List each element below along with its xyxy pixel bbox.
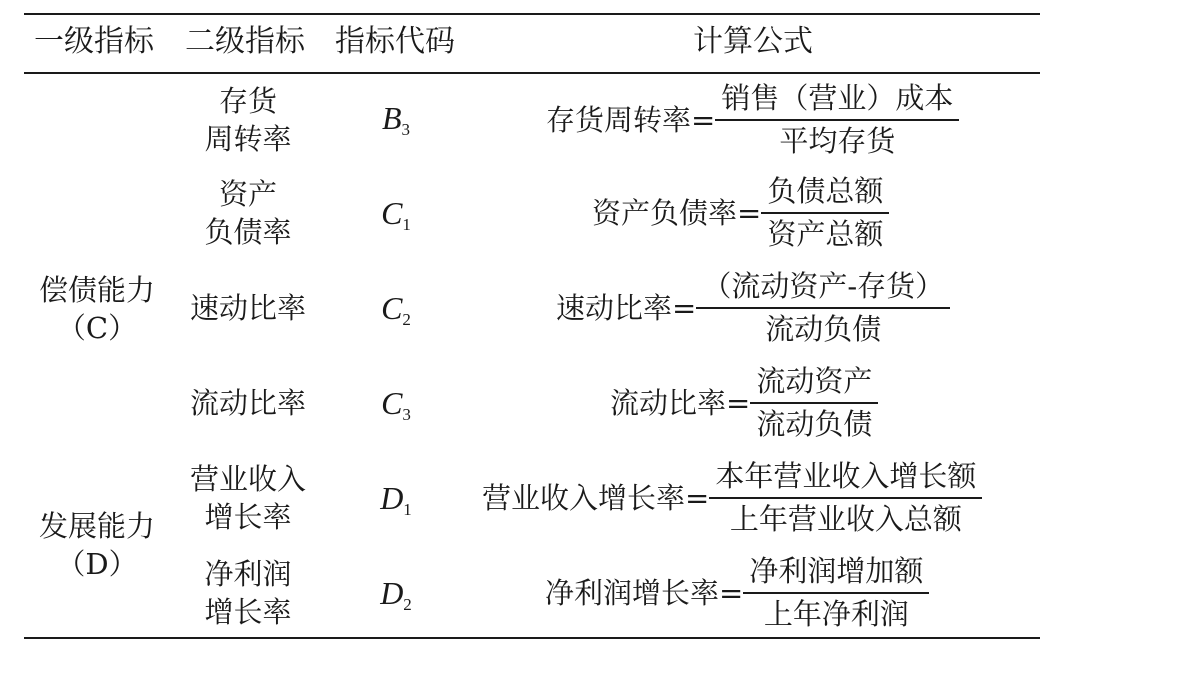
table-top-rule xyxy=(24,13,1040,15)
secondary-line: 增长率 xyxy=(204,500,292,534)
formula-fraction xyxy=(743,553,929,633)
code-d2 xyxy=(380,575,412,615)
formula-name: 净利润增长率= xyxy=(545,575,744,610)
group-name: 发展能力 xyxy=(38,509,155,543)
code-letter: C xyxy=(381,385,403,421)
header-secondary-indicator: 二级指标 xyxy=(185,24,305,59)
formula-revenue-growth xyxy=(482,458,982,538)
group-solvency xyxy=(30,271,164,347)
formula-name: 资产负债率= xyxy=(592,195,762,230)
code-c1 xyxy=(381,195,411,235)
formula-name: 营业收入增长率= xyxy=(482,480,710,515)
code-letter: D xyxy=(380,480,404,516)
secondary-line: 周转率 xyxy=(204,122,292,156)
code-letter: C xyxy=(381,290,403,326)
code-d1 xyxy=(380,480,412,520)
code-subscript: 2 xyxy=(402,310,411,329)
code-subscript: 3 xyxy=(401,120,411,139)
formula-denominator: 流动负债 xyxy=(765,311,882,346)
secondary-line: 负债率 xyxy=(204,215,292,249)
formula-quick-ratio xyxy=(556,268,950,348)
formula-current-ratio xyxy=(610,363,878,443)
formula-net-profit-growth xyxy=(545,553,929,633)
secondary-line: 流动比率 xyxy=(189,386,306,420)
formula-debt-ratio xyxy=(592,173,889,253)
secondary-line: 速动比率 xyxy=(189,291,306,325)
formula-numerator: 负债总额 xyxy=(767,174,884,208)
formula-denominator: 平均存货 xyxy=(779,123,896,158)
table-header-rule xyxy=(24,72,1040,74)
formula-denominator: 上年营业收入总额 xyxy=(729,501,962,536)
secondary-line: 存货 xyxy=(218,84,277,118)
formula-numerator: 净利润增加额 xyxy=(749,554,924,588)
formula-name: 速动比率= xyxy=(556,290,697,325)
header-formula: 计算公式 xyxy=(693,24,813,59)
secondary-debt-ratio xyxy=(170,175,326,251)
formula-name: 流动比率= xyxy=(610,385,751,420)
group-development xyxy=(30,507,164,583)
code-subscript: 1 xyxy=(402,215,411,234)
table-bottom-rule xyxy=(24,637,1040,639)
secondary-net-profit-growth xyxy=(170,555,326,631)
formula-fraction xyxy=(709,458,982,538)
secondary-revenue-growth xyxy=(170,460,326,536)
group-code: （C） xyxy=(56,311,138,345)
formula-fraction xyxy=(715,80,959,160)
formula-denominator: 资产总额 xyxy=(767,216,884,251)
formula-fraction xyxy=(761,173,889,253)
secondary-inventory-turnover xyxy=(170,82,326,158)
code-subscript: 3 xyxy=(402,405,411,424)
header-primary-indicator: 一级指标 xyxy=(34,24,154,59)
code-b3 xyxy=(382,100,410,140)
formula-denominator: 上年净利润 xyxy=(763,596,909,631)
group-name: 偿债能力 xyxy=(38,273,155,307)
formula-inventory-turnover xyxy=(546,80,959,160)
formula-fraction xyxy=(696,268,950,348)
formula-numerator: （流动资产-存货） xyxy=(702,269,945,303)
code-letter: C xyxy=(381,195,403,231)
code-c2 xyxy=(381,290,411,330)
secondary-line: 营业收入 xyxy=(189,462,306,496)
header-indicator-code: 指标代码 xyxy=(335,24,455,59)
group-code: （D） xyxy=(56,547,138,581)
formula-denominator: 流动负债 xyxy=(756,406,873,441)
secondary-line: 增长率 xyxy=(204,595,292,629)
code-letter: D xyxy=(380,575,404,611)
code-letter: B xyxy=(381,100,402,136)
formula-numerator: 本年营业收入增长额 xyxy=(715,459,977,493)
secondary-line: 资产 xyxy=(218,177,277,211)
secondary-current-ratio xyxy=(170,384,326,422)
formula-name: 存货周转率= xyxy=(546,102,716,137)
formula-fraction xyxy=(750,363,878,443)
secondary-quick-ratio xyxy=(170,289,326,327)
formula-numerator: 销售（营业）成本 xyxy=(721,81,954,115)
formula-numerator: 流动资产 xyxy=(756,364,873,398)
code-c3 xyxy=(381,385,411,425)
code-subscript: 1 xyxy=(403,500,412,519)
code-subscript: 2 xyxy=(403,595,412,614)
secondary-line: 净利润 xyxy=(204,557,292,591)
